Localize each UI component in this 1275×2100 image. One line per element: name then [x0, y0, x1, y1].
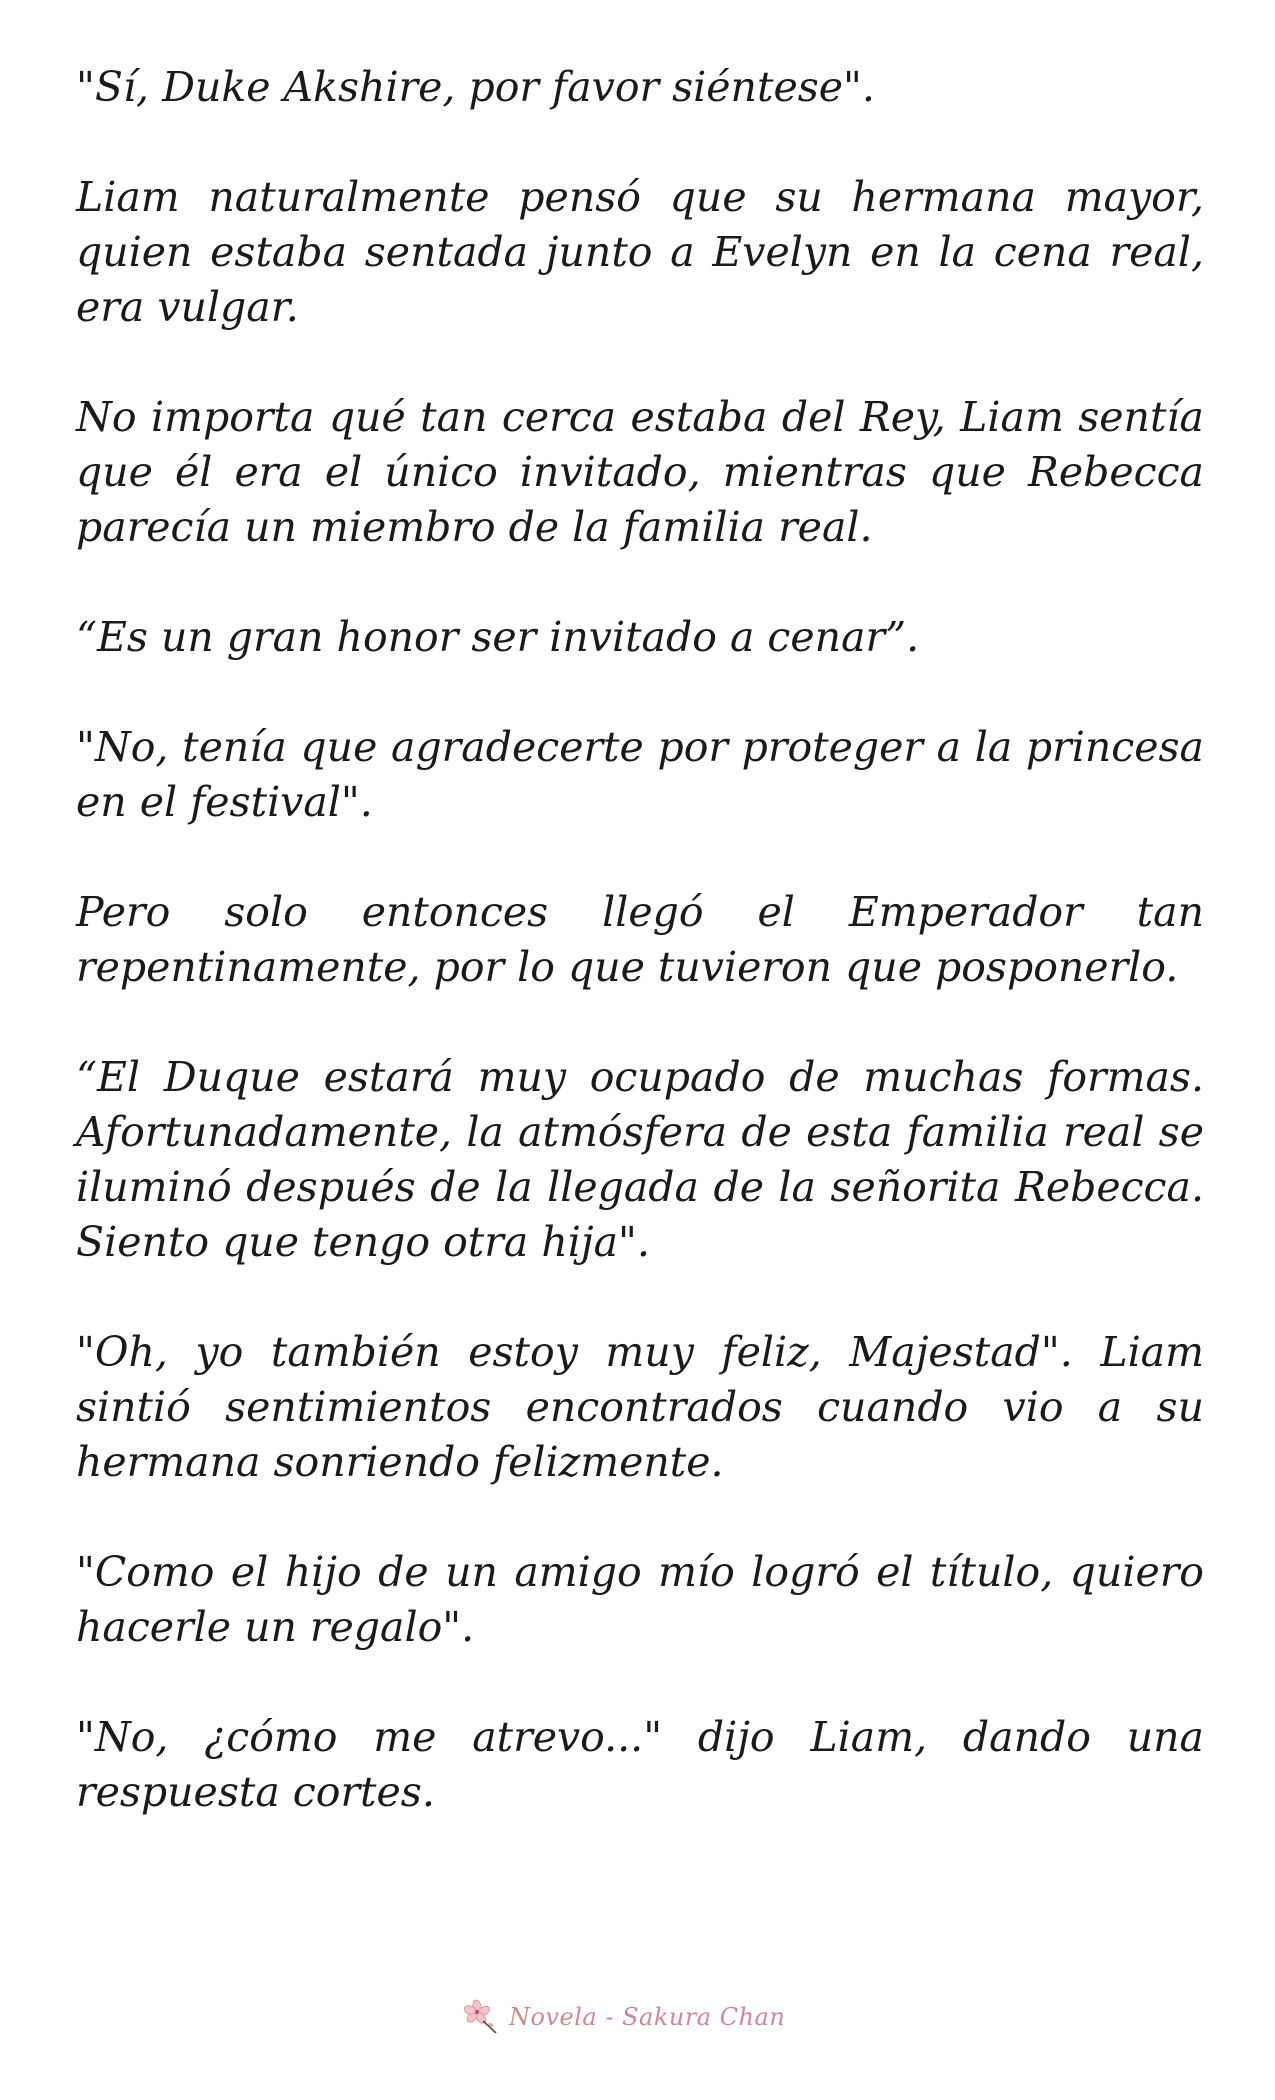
paragraph-5: "No, tenía que agradecerte por proteger a la princesa en el festival". [76, 723, 1204, 826]
paragraph-1: "Sí, Duke Akshire, por favor siéntese". [76, 63, 875, 111]
paragraph-10: "No, ¿cómo me atrevo..." dijo Liam, dando una respuesta cortes. [76, 1713, 1204, 1816]
watermark [463, 1993, 843, 2041]
paragraph-6: Pero solo entonces llegó el Emperador tan repentinamente, por lo que tuvieron que posponerlo. [76, 888, 1204, 991]
paragraph-8: "Oh, yo también estoy muy feliz, Majestad". Liam sintió sentimientos encontrados cuando vio a su hermana sonriendo felizmente. [76, 1328, 1204, 1486]
watermark-text: Novela - Sakura Chan [509, 2003, 786, 2031]
paragraph-3: No importa qué tan cerca estaba del Rey, Liam sentía que él era el único invitado, mientras que Rebecca parecía un miembro de la familia real. [76, 393, 1204, 551]
sakura-flower-icon [463, 1997, 503, 2037]
document-body [76, 60, 1204, 1875]
paragraph-9: "Como el hijo de un amigo mío logró el título, quiero hacerle un regalo". [76, 1548, 1204, 1651]
paragraph-4: “Es un gran honor ser invitado a cenar”. [76, 613, 920, 661]
paragraph-2: Liam naturalmente pensó que su hermana mayor, quien estaba sentada junto a Evelyn en la cena real, era vulgar. [76, 173, 1204, 331]
paragraph-7: “El Duque estará muy ocupado de muchas formas. Afortunadamente, la atmósfera de esta familia real se iluminó después de la llegada de la señorita Rebecca. Siento que tengo otra hija". [76, 1053, 1204, 1266]
